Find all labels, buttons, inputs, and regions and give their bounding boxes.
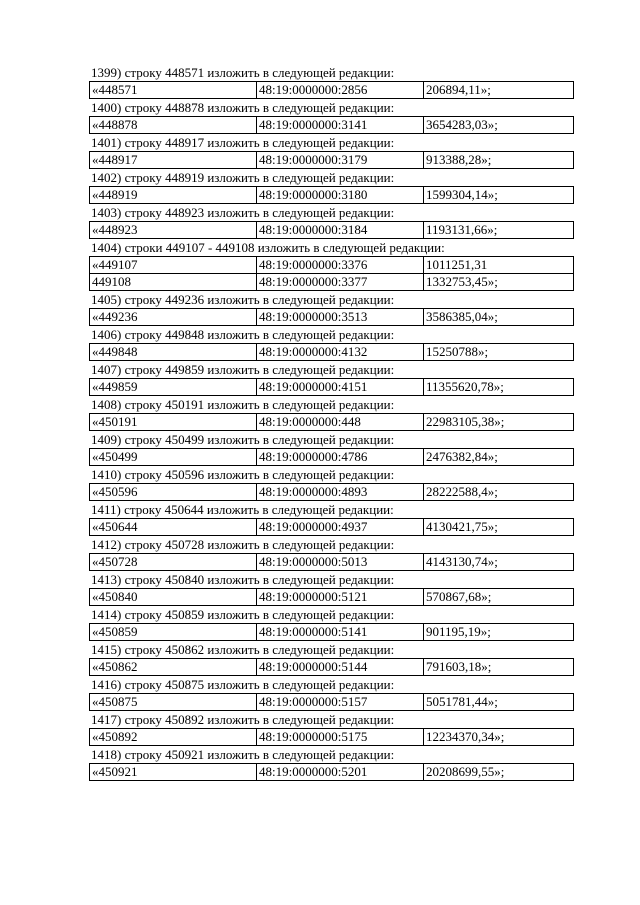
amendment-table <box>89 728 574 746</box>
cadastral-number-cell: 48:19:0000000:3513 <box>257 309 424 326</box>
amendment-table <box>89 378 574 396</box>
table-row <box>90 694 574 711</box>
amendment-table <box>89 151 574 169</box>
amendment-entry <box>89 169 573 204</box>
amendment-heading: 1414) строку 450859 изложить в следующей редакции: <box>91 607 395 622</box>
cadastral-value-cell: 791603,18»; <box>424 659 574 676</box>
amendment-entry <box>89 396 573 431</box>
cadastral-number-cell: 48:19:0000000:4151 <box>257 379 424 396</box>
row-number-cell: «448878 <box>90 117 257 134</box>
cadastral-value-cell: 22983105,38»; <box>424 414 574 431</box>
amendment-table <box>89 623 574 641</box>
cadastral-number-cell: 48:19:0000000:448 <box>257 414 424 431</box>
cadastral-number-cell: 48:19:0000000:3184 <box>257 222 424 239</box>
row-number-cell: «450921 <box>90 764 257 781</box>
cadastral-number-cell: 48:19:0000000:4893 <box>257 484 424 501</box>
row-number-cell: «450862 <box>90 659 257 676</box>
row-number-cell: «448917 <box>90 152 257 169</box>
cadastral-value-cell: 570867,68»; <box>424 589 574 606</box>
amendment-heading: 1417) строку 450892 изложить в следующей редакции: <box>91 712 395 727</box>
cadastral-value-cell: 4143130,74»; <box>424 554 574 571</box>
table-row <box>90 414 574 431</box>
amendment-table <box>89 518 574 536</box>
table-row <box>90 659 574 676</box>
table-row <box>90 554 574 571</box>
amendment-heading: 1410) строку 450596 изложить в следующей редакции: <box>91 467 395 482</box>
amendment-entry <box>89 64 573 99</box>
table-row <box>90 764 574 781</box>
amendment-entry <box>89 606 573 641</box>
amendment-heading: 1403) строку 448923 изложить в следующей редакции: <box>91 205 395 220</box>
amendment-table <box>89 483 574 501</box>
amendment-heading: 1416) строку 450875 изложить в следующей редакции: <box>91 677 395 692</box>
row-number-cell: «449848 <box>90 344 257 361</box>
cadastral-number-cell: 48:19:0000000:5144 <box>257 659 424 676</box>
amendment-heading: 1406) строку 449848 изложить в следующей редакции: <box>91 327 395 342</box>
amendment-table <box>89 693 574 711</box>
table-row <box>90 222 574 239</box>
table-row <box>90 117 574 134</box>
cadastral-value-cell: 901195,19»; <box>424 624 574 641</box>
cadastral-number-cell: 48:19:0000000:5141 <box>257 624 424 641</box>
table-row <box>90 309 574 326</box>
cadastral-value-cell: 1193131,66»; <box>424 222 574 239</box>
amendment-entry <box>89 571 573 606</box>
amendment-entry <box>89 204 573 239</box>
row-number-cell: «450596 <box>90 484 257 501</box>
amendment-table <box>89 186 574 204</box>
document-body <box>89 64 573 781</box>
amendment-table <box>89 588 574 606</box>
amendment-entry <box>89 641 573 676</box>
amendment-table <box>89 763 574 781</box>
cadastral-value-cell: 28222588,4»; <box>424 484 574 501</box>
cadastral-value-cell: 2476382,84»; <box>424 449 574 466</box>
amendment-heading: 1404) строки 449107 - 449108 изложить в следующей редакции: <box>91 240 445 255</box>
cadastral-value-cell: 3586385,04»; <box>424 309 574 326</box>
amendment-heading: 1399) строку 448571 изложить в следующей редакции: <box>91 65 395 80</box>
cadastral-number-cell: 48:19:0000000:3141 <box>257 117 424 134</box>
table-row <box>90 519 574 536</box>
row-number-cell: «449859 <box>90 379 257 396</box>
amendment-entry <box>89 134 573 169</box>
row-number-cell: «450840 <box>90 589 257 606</box>
amendment-table <box>89 256 574 291</box>
amendment-table <box>89 343 574 361</box>
amendment-heading: 1405) строку 449236 изложить в следующей редакции: <box>91 292 395 307</box>
table-row <box>90 274 574 291</box>
amendment-entry <box>89 466 573 501</box>
amendment-heading: 1413) строку 450840 изложить в следующей редакции: <box>91 572 395 587</box>
row-number-cell: «450644 <box>90 519 257 536</box>
table-row <box>90 484 574 501</box>
amendment-entry <box>89 99 573 134</box>
amendment-heading: 1409) строку 450499 изложить в следующей редакции: <box>91 432 395 447</box>
table-row <box>90 624 574 641</box>
amendment-table <box>89 413 574 431</box>
amendment-heading: 1408) строку 450191 изложить в следующей редакции: <box>91 397 395 412</box>
cadastral-number-cell: 48:19:0000000:3180 <box>257 187 424 204</box>
cadastral-number-cell: 48:19:0000000:5121 <box>257 589 424 606</box>
table-row <box>90 449 574 466</box>
cadastral-value-cell: 5051781,44»; <box>424 694 574 711</box>
amendment-table <box>89 553 574 571</box>
amendment-table <box>89 221 574 239</box>
amendment-heading: 1418) строку 450921 изложить в следующей редакции: <box>91 747 395 762</box>
amendment-heading: 1402) строку 448919 изложить в следующей редакции: <box>91 170 395 185</box>
table-row <box>90 729 574 746</box>
cadastral-number-cell: 48:19:0000000:5175 <box>257 729 424 746</box>
amendment-heading: 1415) строку 450862 изложить в следующей редакции: <box>91 642 395 657</box>
row-number-cell: «450499 <box>90 449 257 466</box>
amendment-heading: 1401) строку 448917 изложить в следующей редакции: <box>91 135 395 150</box>
cadastral-number-cell: 48:19:0000000:3179 <box>257 152 424 169</box>
cadastral-value-cell: 3654283,03»; <box>424 117 574 134</box>
row-number-cell: «448919 <box>90 187 257 204</box>
amendment-heading: 1411) строку 450644 изложить в следующей редакции: <box>91 502 394 517</box>
amendment-entry <box>89 431 573 466</box>
cadastral-value-cell: 206894,11»; <box>424 82 574 99</box>
table-row <box>90 379 574 396</box>
row-number-cell: «450728 <box>90 554 257 571</box>
row-number-cell: «449107 <box>90 257 257 274</box>
cadastral-value-cell: 913388,28»; <box>424 152 574 169</box>
cadastral-value-cell: 1599304,14»; <box>424 187 574 204</box>
amendment-table <box>89 116 574 134</box>
table-row <box>90 344 574 361</box>
amendment-entry <box>89 746 573 781</box>
amendment-heading: 1412) строку 450728 изложить в следующей редакции: <box>91 537 395 552</box>
cadastral-value-cell: 20208699,55»; <box>424 764 574 781</box>
amendment-table <box>89 658 574 676</box>
row-number-cell: «450875 <box>90 694 257 711</box>
amendment-entry <box>89 501 573 536</box>
row-number-cell: «448571 <box>90 82 257 99</box>
cadastral-value-cell: 15250788»; <box>424 344 574 361</box>
cadastral-number-cell: 48:19:0000000:4937 <box>257 519 424 536</box>
cadastral-number-cell: 48:19:0000000:4132 <box>257 344 424 361</box>
row-number-cell: 449108 <box>90 274 257 291</box>
amendment-entry <box>89 361 573 396</box>
amendment-entry <box>89 239 573 291</box>
row-number-cell: «450191 <box>90 414 257 431</box>
amendment-entry <box>89 676 573 711</box>
amendment-heading: 1400) строку 448878 изложить в следующей редакции: <box>91 100 395 115</box>
amendment-entry <box>89 711 573 746</box>
row-number-cell: «448923 <box>90 222 257 239</box>
amendment-table <box>89 308 574 326</box>
amendment-table <box>89 448 574 466</box>
amendment-entry <box>89 536 573 571</box>
cadastral-value-cell: 12234370,34»; <box>424 729 574 746</box>
cadastral-number-cell: 48:19:0000000:5201 <box>257 764 424 781</box>
cadastral-number-cell: 48:19:0000000:4786 <box>257 449 424 466</box>
amendment-entry <box>89 326 573 361</box>
cadastral-number-cell: 48:19:0000000:5157 <box>257 694 424 711</box>
amendment-heading: 1407) строку 449859 изложить в следующей редакции: <box>91 362 395 377</box>
cadastral-number-cell: 48:19:0000000:3376 <box>257 257 424 274</box>
amendment-table <box>89 81 574 99</box>
cadastral-value-cell: 1332753,45»; <box>424 274 574 291</box>
cadastral-value-cell: 1011251,31 <box>424 257 574 274</box>
cadastral-number-cell: 48:19:0000000:3377 <box>257 274 424 291</box>
table-row <box>90 257 574 274</box>
table-row <box>90 589 574 606</box>
table-row <box>90 152 574 169</box>
cadastral-number-cell: 48:19:0000000:5013 <box>257 554 424 571</box>
cadastral-number-cell: 48:19:0000000:2856 <box>257 82 424 99</box>
cadastral-value-cell: 4130421,75»; <box>424 519 574 536</box>
row-number-cell: «449236 <box>90 309 257 326</box>
row-number-cell: «450859 <box>90 624 257 641</box>
amendment-entry <box>89 291 573 326</box>
table-row <box>90 82 574 99</box>
row-number-cell: «450892 <box>90 729 257 746</box>
cadastral-value-cell: 11355620,78»; <box>424 379 574 396</box>
table-row <box>90 187 574 204</box>
